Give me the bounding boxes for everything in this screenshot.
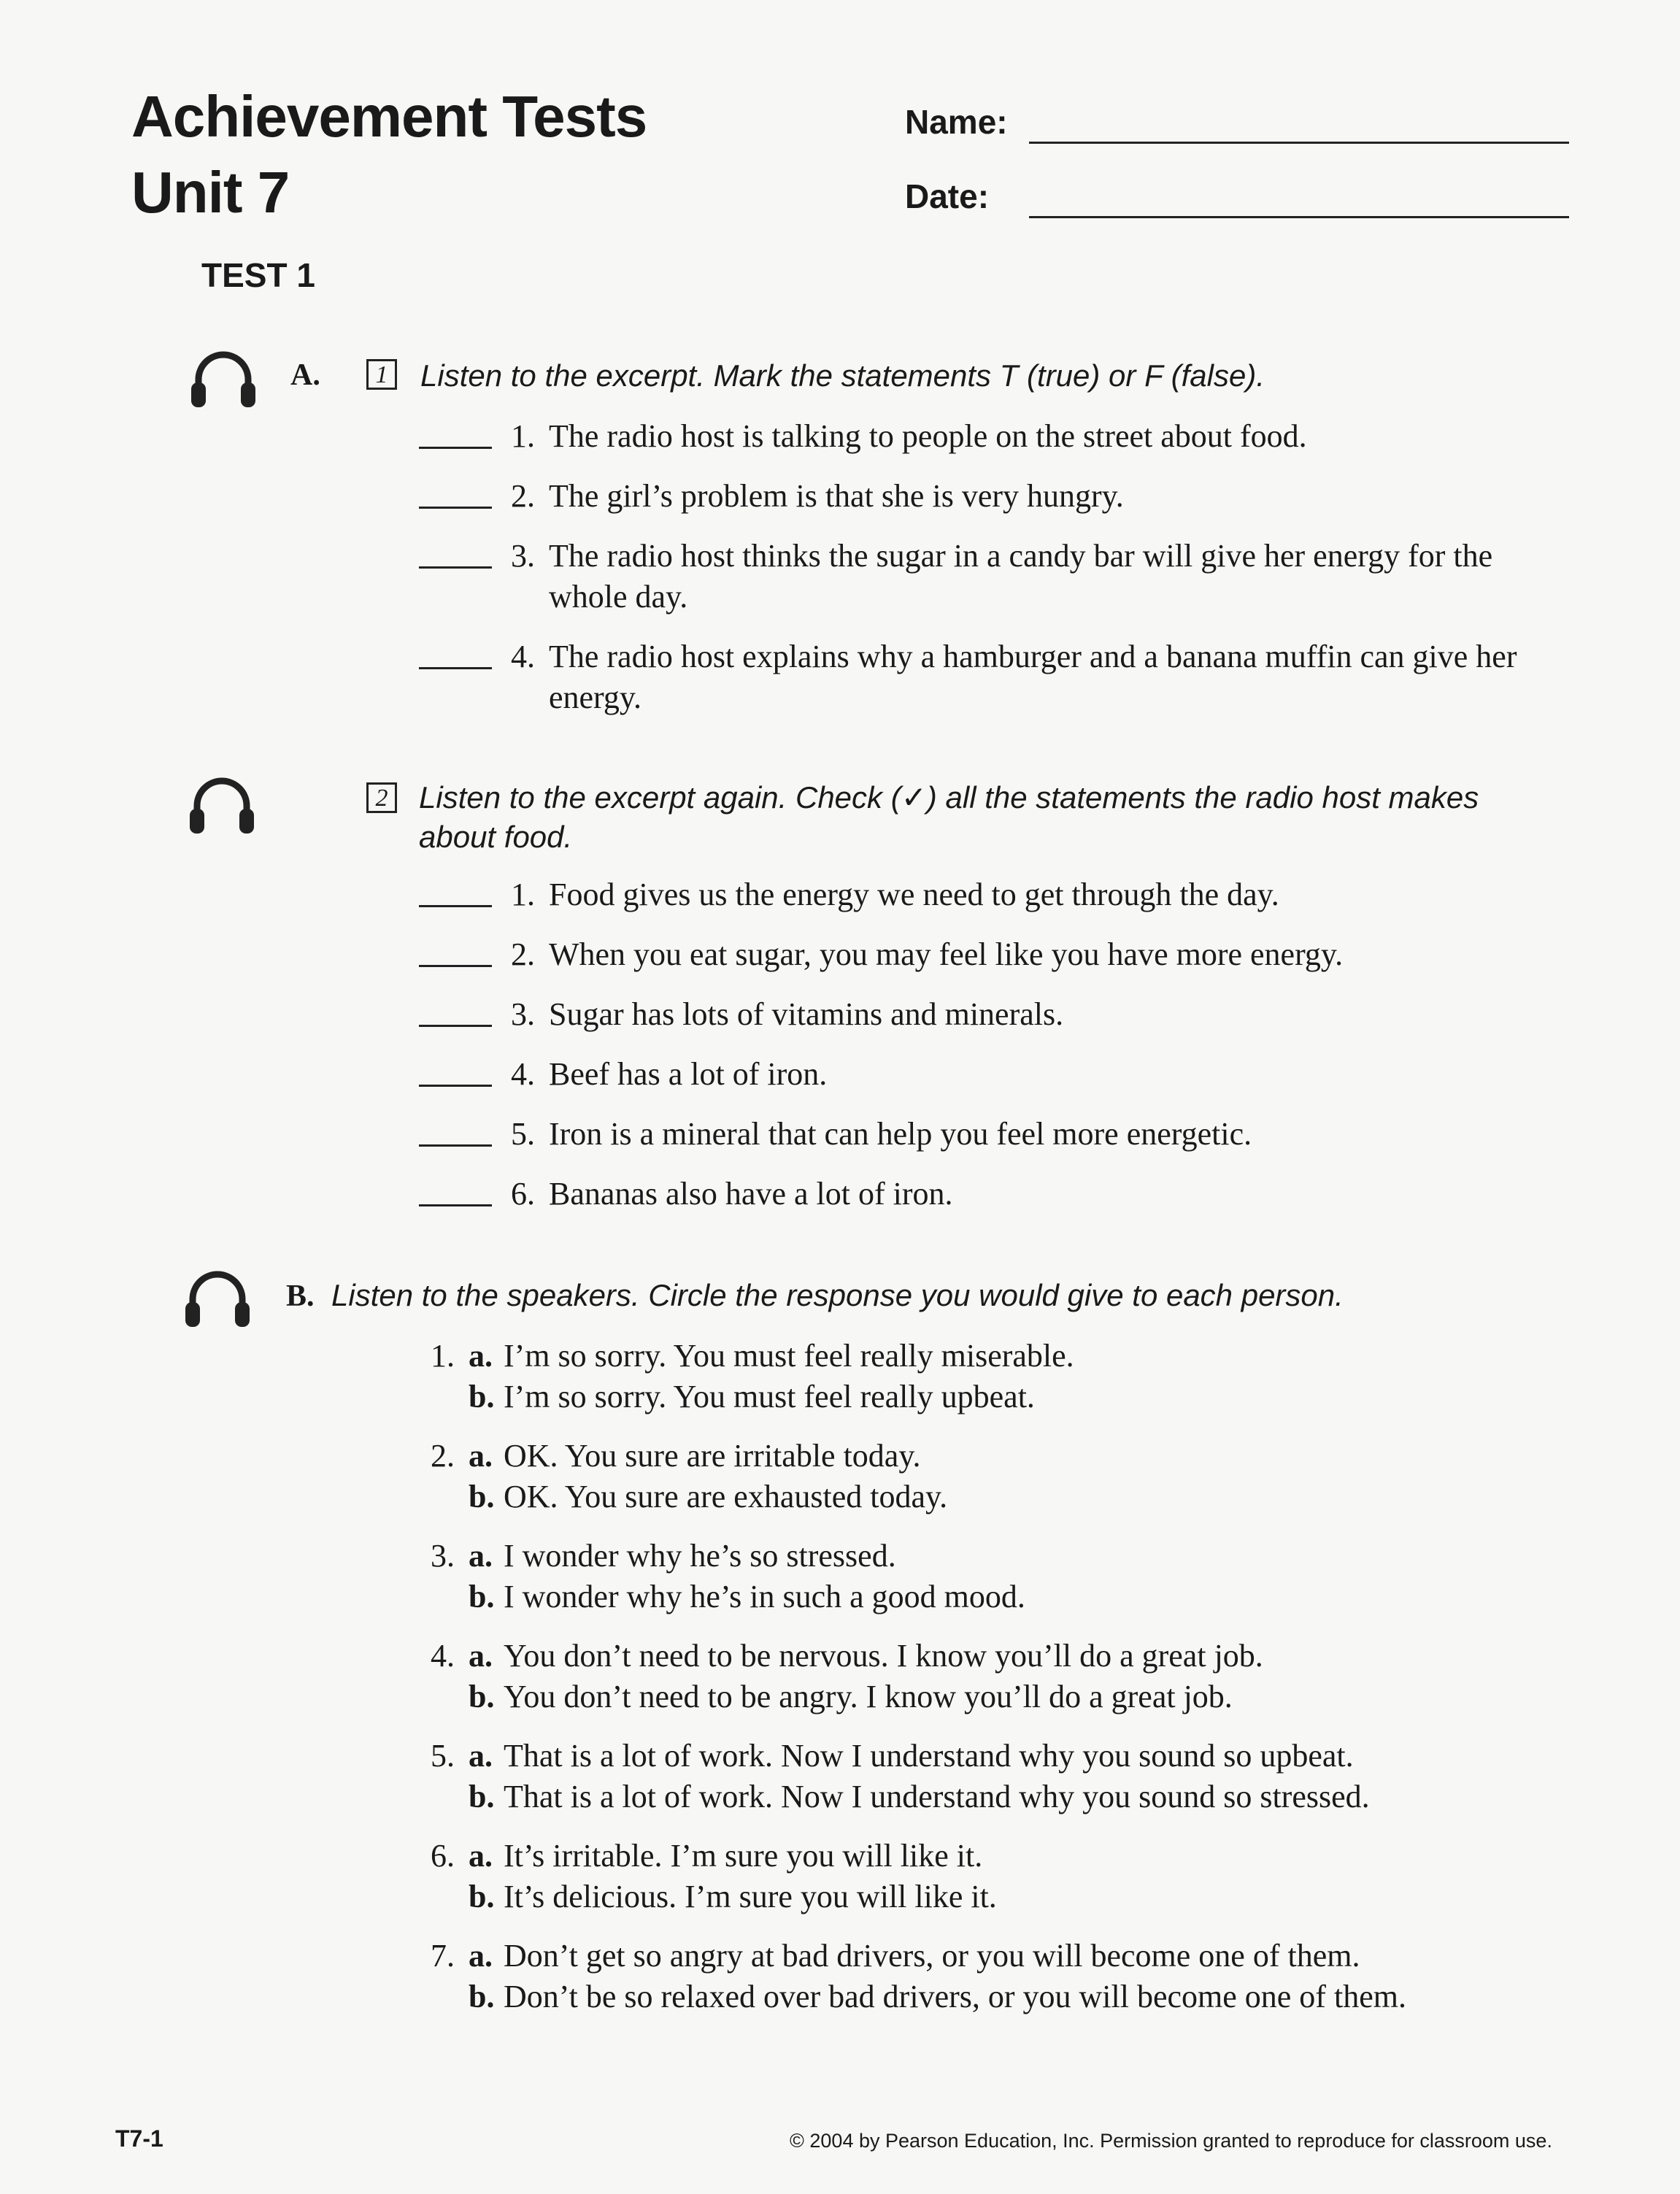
option-a[interactable]: That is a lot of work. Now I understand why you sound so upbeat.: [504, 1738, 1354, 1774]
answer-blank[interactable]: [419, 507, 492, 509]
option-letter-b: b.: [469, 1779, 495, 1814]
answer-blank[interactable]: [419, 566, 492, 569]
option-b[interactable]: I wonder why he’s in such a good mood.: [504, 1579, 1025, 1614]
option-letter-a: a.: [469, 1738, 493, 1774]
item-number: 1.: [511, 877, 535, 912]
item-number: 3.: [511, 538, 535, 574]
item-number: 6.: [511, 1176, 535, 1212]
mc-question: [431, 1436, 1554, 1517]
answer-blank[interactable]: [419, 905, 492, 907]
mc-question: [431, 1336, 1554, 1417]
mc-question: [431, 1936, 1554, 2017]
section-b-instruction: Listen to the speakers. Circle the response you would give to each person.: [331, 1278, 1344, 1312]
check-item: [419, 994, 1557, 1035]
mc-question: [431, 1736, 1554, 1817]
option-letter-b: b.: [469, 1379, 495, 1414]
headphones-icon: [187, 771, 257, 836]
page-title: [131, 79, 647, 231]
item-text: Food gives us the energy we need to get through the day.: [549, 877, 1279, 912]
item-number: 4.: [511, 1056, 535, 1092]
mc-question: [431, 1536, 1554, 1617]
option-b[interactable]: It’s delicious. I’m sure you will like it.: [504, 1879, 997, 1914]
tf-item: [419, 636, 1557, 718]
tf-item: [419, 476, 1557, 517]
option-b[interactable]: You don’t need to be angry. I know you’ll do a great job.: [504, 1679, 1233, 1714]
check-item: [419, 934, 1557, 975]
question-number: 1.: [431, 1338, 455, 1374]
tf-item: [419, 416, 1557, 457]
item-text: The radio host is talking to people on the street about food.: [549, 418, 1307, 454]
item-number: 2.: [511, 936, 535, 972]
option-letter-a: a.: [469, 1338, 493, 1374]
check-item: [419, 1114, 1557, 1155]
part-2-box: 2: [366, 782, 397, 813]
option-letter-a: a.: [469, 1838, 493, 1874]
option-a[interactable]: OK. You sure are irritable today.: [504, 1438, 921, 1474]
item-number: 4.: [511, 639, 535, 674]
title-line-2: Unit 7: [131, 160, 290, 225]
mc-question: [431, 1636, 1554, 1717]
option-a[interactable]: I’m so sorry. You must feel really miserable.: [504, 1338, 1074, 1374]
question-number: 7.: [431, 1938, 455, 1974]
option-letter-b: b.: [469, 1579, 495, 1614]
answer-blank[interactable]: [419, 1025, 492, 1027]
question-number: 6.: [431, 1838, 455, 1874]
option-b[interactable]: I’m so sorry. You must feel really upbeat.: [504, 1379, 1035, 1414]
question-number: 2.: [431, 1438, 455, 1474]
item-text: Iron is a mineral that can help you feel more energetic.: [549, 1116, 1252, 1152]
check-item: [419, 1054, 1557, 1095]
item-text: Sugar has lots of vitamins and minerals.: [549, 996, 1064, 1032]
option-b[interactable]: OK. You sure are exhausted today.: [504, 1479, 948, 1514]
option-a[interactable]: Don’t get so angry at bad drivers, or you will become one of them.: [504, 1938, 1360, 1974]
item-text: The radio host thinks the sugar in a candy bar will give her energy for the whole day.: [549, 538, 1493, 615]
option-b[interactable]: Don’t be so relaxed over bad drivers, or you will become one of them.: [504, 1979, 1406, 2014]
option-letter-b: b.: [469, 1979, 495, 2014]
option-letter-b: b.: [469, 1679, 495, 1714]
date-field[interactable]: [905, 177, 989, 216]
name-field[interactable]: [905, 102, 1008, 142]
check-item: [419, 874, 1557, 915]
mc-question: [431, 1836, 1554, 1917]
answer-blank[interactable]: [419, 1204, 492, 1206]
option-letter-b: b.: [469, 1479, 495, 1514]
option-letter-a: a.: [469, 1938, 493, 1974]
option-a[interactable]: It’s irritable. I’m sure you will like it.: [504, 1838, 983, 1874]
title-line-1: Achievement Tests: [131, 84, 647, 149]
item-number: 2.: [511, 478, 535, 514]
option-letter-a: a.: [469, 1438, 493, 1474]
question-number: 5.: [431, 1738, 455, 1774]
section-a-letter: A.: [290, 358, 320, 392]
option-a[interactable]: I wonder why he’s so stressed.: [504, 1538, 896, 1574]
answer-blank[interactable]: [419, 965, 492, 967]
answer-blank[interactable]: [419, 1144, 492, 1147]
name-line[interactable]: [1029, 142, 1569, 144]
item-number: 1.: [511, 418, 535, 454]
option-letter-a: a.: [469, 1538, 493, 1574]
question-number: 3.: [431, 1538, 455, 1574]
answer-blank[interactable]: [419, 447, 492, 449]
page-code: T7-1: [115, 2125, 163, 2152]
name-label: Name:: [905, 103, 1008, 141]
date-line[interactable]: [1029, 216, 1569, 218]
headphones-icon: [188, 345, 258, 410]
check-item: [419, 1174, 1557, 1215]
answer-blank[interactable]: [419, 1085, 492, 1087]
date-label: Date:: [905, 177, 990, 215]
tf-item: [419, 536, 1557, 617]
item-number: 5.: [511, 1116, 535, 1152]
item-text: Beef has a lot of iron.: [549, 1056, 828, 1092]
option-a[interactable]: You don’t need to be nervous. I know you’ll do a great job.: [504, 1638, 1263, 1674]
part-2-instruction: Listen to the excerpt again. Check (✓) all the statements the radio host makes about food.: [419, 780, 1479, 854]
question-number: 4.: [431, 1638, 455, 1674]
copyright-notice: © 2004 by Pearson Education, Inc. Permission granted to reproduce for classroom use.: [790, 2130, 1552, 2152]
section-b-letter: B.: [286, 1279, 315, 1313]
option-b[interactable]: That is a lot of work. Now I understand why you sound so stressed.: [504, 1779, 1370, 1814]
option-letter-a: a.: [469, 1638, 493, 1674]
item-number: 3.: [511, 996, 535, 1032]
item-text: Bananas also have a lot of iron.: [549, 1176, 953, 1212]
part-1-box: 1: [366, 359, 397, 390]
test-label: TEST 1: [201, 256, 315, 294]
item-text: The radio host explains why a hamburger and a banana muffin can give her energy.: [549, 639, 1517, 715]
item-text: The girl’s problem is that she is very hungry.: [549, 478, 1124, 514]
answer-blank[interactable]: [419, 667, 492, 669]
item-text: When you eat sugar, you may feel like you have more energy.: [549, 936, 1344, 972]
option-letter-b: b.: [469, 1879, 495, 1914]
part-1-instruction: Listen to the excerpt. Mark the statements T (true) or F (false).: [420, 358, 1265, 393]
headphones-icon: [182, 1264, 253, 1330]
